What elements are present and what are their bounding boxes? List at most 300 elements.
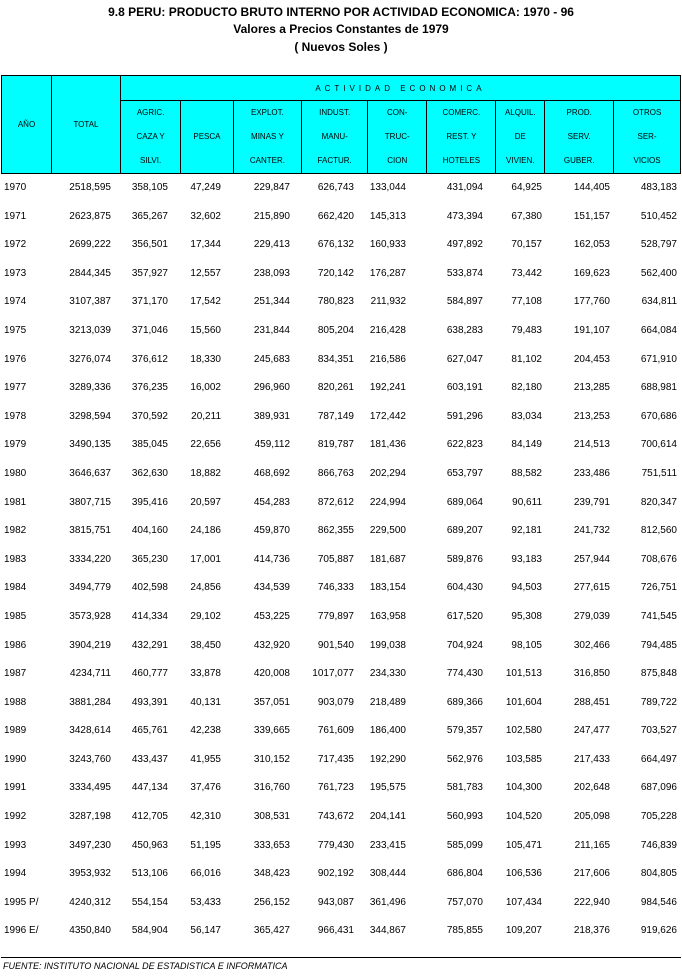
row-value: 3276,074 [69,353,111,365]
row-value: 493,391 [131,696,168,708]
table-row [1,517,681,546]
row-value: 67,380 [511,210,542,222]
row-year: 1996 E/ [4,925,39,937]
table-row [1,689,681,718]
row-value: 3573,928 [69,610,111,622]
row-year: 1994 [4,868,27,880]
row-year: 1974 [4,296,27,308]
table-row [1,431,681,460]
row-value: 414,334 [131,610,168,622]
row-value: 726,751 [640,582,677,594]
row-year: 1985 [4,610,27,622]
row-value: 431,094 [446,182,483,193]
row-value: 3298,594 [69,410,111,422]
row-value: 794,485 [640,639,677,651]
row-value: 24,856 [190,582,221,594]
header-column-line: ALQUIL. [504,108,536,117]
row-value: 172,442 [369,410,406,422]
row-value: 204,141 [369,811,406,823]
table-header [1,75,681,174]
row-value: 919,626 [640,925,677,937]
row-value: 103,585 [505,753,542,765]
row-value: 217,433 [573,753,610,765]
row-value: 3213,039 [69,324,111,336]
row-value: 316,850 [573,668,610,680]
row-value: 38,450 [190,639,221,651]
header-column-line: CAZA Y [136,132,165,141]
row-value: 376,612 [131,353,168,365]
table-row [1,546,681,575]
row-value: 84,149 [511,439,542,451]
row-value: 233,486 [573,467,610,479]
table-body [1,174,681,946]
header-column [181,101,233,174]
row-value: 812,560 [640,525,677,537]
row-value: 510,452 [640,210,677,222]
table-title: 9.8 PERU: PRODUCTO BRUTO INTERNO POR ACTIVIDAD ECONOMICA: 1970 - 96 [108,5,574,19]
header-column-line: SERV. [567,132,591,141]
row-value: 3334,495 [69,782,111,794]
row-value: 433,437 [131,753,168,765]
row-value: 234,330 [369,668,406,680]
row-value: 229,847 [253,182,290,193]
row-value: 820,261 [317,382,354,394]
row-value: 183,154 [369,582,406,594]
row-year: 1991 [4,782,27,794]
row-value: 245,683 [253,353,290,365]
row-value: 579,357 [446,725,483,737]
row-value: 296,960 [253,382,290,394]
header-column-line: CON- [387,108,408,117]
row-value: 371,170 [131,296,168,308]
row-value: 213,253 [573,410,610,422]
header-year: AÑO [2,76,52,174]
table-row [1,917,681,946]
row-value: 192,290 [369,753,406,765]
row-value: 584,897 [446,296,483,308]
row-value: 151,157 [573,210,610,222]
row-value: 385,045 [131,439,168,451]
row-value: 626,743 [317,182,354,193]
row-value: 554,154 [131,896,168,908]
row-value: 402,598 [131,582,168,594]
row-value: 214,513 [573,439,610,451]
table-row [1,174,681,203]
row-value: 205,098 [573,811,610,823]
row-value: 82,180 [511,382,542,394]
header-column-line: SER- [637,132,657,141]
header-column [233,101,302,174]
row-value: 671,910 [640,353,677,365]
row-value: 943,087 [317,896,354,908]
table-row [1,460,681,489]
header-column-line: PROD. [566,108,592,117]
row-value: 805,204 [317,324,354,336]
row-value: 761,723 [317,782,354,794]
row-value: 617,520 [446,610,483,622]
row-year: 1975 [4,324,27,336]
row-value: 216,428 [369,324,406,336]
row-value: 251,344 [253,296,290,308]
row-year: 1987 [4,668,27,680]
row-value: 365,427 [253,925,290,937]
row-value: 4240,312 [69,896,111,908]
row-value: 192,241 [369,382,406,394]
row-value: 432,291 [131,639,168,651]
row-value: 3334,220 [69,553,111,565]
row-value: 202,294 [369,467,406,479]
table-units: ( Nuevos Soles ) [294,40,388,54]
row-year: 1988 [4,696,27,708]
row-value: 450,963 [131,839,168,851]
row-value: 361,496 [369,896,406,908]
header-column-line: VIVIEN. [506,156,535,165]
row-value: 64,925 [511,182,542,193]
row-year: 1970 [4,182,27,193]
row-value: 239,791 [573,496,610,508]
row-value: 256,152 [253,896,290,908]
row-value: 2844,345 [69,267,111,279]
header-column [545,101,614,174]
row-value: 689,064 [446,496,483,508]
row-value: 94,503 [511,582,542,594]
row-value: 2623,875 [69,210,111,222]
row-value: 1017,077 [312,668,354,680]
row-value: 70,157 [511,239,542,251]
header-column-line: COMERC. [442,108,481,117]
row-value: 2518,595 [69,182,111,193]
row-value: 217,606 [573,868,610,880]
table-row [1,803,681,832]
row-year: 1986 [4,639,27,651]
row-value: 780,823 [317,296,354,308]
row-value: 213,285 [573,382,610,394]
table-row [1,489,681,518]
header-activity: ACTIVIDAD ECONOMICA [120,76,680,101]
table-row [1,603,681,632]
row-value: 358,105 [131,182,168,193]
row-value: 222,940 [573,896,610,908]
row-value: 453,225 [253,610,290,622]
row-year: 1984 [4,582,27,594]
row-value: 454,283 [253,496,290,508]
table-row [1,374,681,403]
row-value: 79,483 [511,324,542,336]
row-year: 1973 [4,267,27,279]
row-value: 37,476 [190,782,221,794]
row-value: 862,355 [317,525,354,537]
row-value: 40,131 [190,696,221,708]
row-value: 3494,779 [69,582,111,594]
row-year: 1981 [4,496,27,508]
row-value: 662,420 [317,210,354,222]
row-value: 819,787 [317,439,354,451]
row-value: 29,102 [190,610,221,622]
row-value: 584,904 [131,925,168,937]
header-column [614,101,681,174]
row-value: 622,823 [446,439,483,451]
row-value: 664,497 [640,753,677,765]
row-value: 746,333 [317,582,354,594]
row-value: 211,932 [370,296,406,308]
header-column-line [181,101,232,125]
row-value: 966,431 [317,925,354,937]
source-note: FUENTE: INSTITUTO NACIONAL DE ESTADISTICA E INFORMATICA [3,961,288,971]
row-value: 686,804 [446,868,483,880]
row-value: 459,112 [254,439,290,451]
row-value: 785,855 [446,925,483,937]
row-value: 133,044 [369,182,406,193]
row-value: 177,760 [573,296,610,308]
row-value: 497,892 [446,239,483,251]
row-value: 41,955 [190,753,221,765]
row-value: 231,844 [253,324,290,336]
row-value: 465,761 [131,725,168,737]
row-year: 1983 [4,553,27,565]
row-value: 3815,751 [69,525,111,537]
header-column [427,101,496,174]
row-year: 1971 [4,210,27,222]
row-value: 16,002 [190,382,221,394]
row-year: 1980 [4,467,27,479]
row-value: 162,053 [573,239,610,251]
row-value: 589,876 [446,553,483,565]
table-row [1,231,681,260]
row-value: 483,183 [640,182,677,193]
row-value: 160,933 [369,239,406,251]
row-value: 357,051 [253,696,290,708]
row-value: 804,805 [640,868,677,880]
row-value: 746,839 [640,839,677,851]
row-value: 689,366 [446,696,483,708]
row-value: 218,489 [369,696,406,708]
header-column-line: TRUC- [384,132,410,141]
row-value: 24,186 [190,525,221,537]
row-value: 229,413 [253,239,290,251]
row-value: 866,763 [317,467,354,479]
table-row [1,317,681,346]
row-value: 708,676 [640,553,677,565]
row-value: 638,283 [446,324,483,336]
row-value: 676,132 [317,239,354,251]
row-value: 604,430 [446,582,483,594]
row-value: 77,108 [511,296,542,308]
row-value: 224,994 [369,496,406,508]
row-value: 181,436 [369,439,406,451]
row-value: 202,648 [573,782,610,794]
header-column-line: MINAS Y [251,132,284,141]
row-value: 664,084 [640,324,677,336]
row-value: 414,736 [253,553,290,565]
row-value: 875,848 [640,668,677,680]
row-value: 774,430 [446,668,483,680]
row-value: 333,653 [253,839,290,851]
header-column-line: OTROS [632,108,662,117]
row-value: 2699,222 [69,239,111,251]
row-value: 176,287 [369,267,406,279]
row-value: 3497,230 [69,839,111,851]
row-value: 310,152 [253,753,290,765]
table-row [1,660,681,689]
row-value: 238,093 [253,267,290,279]
row-value: 779,430 [317,839,354,851]
row-value: 33,878 [190,668,221,680]
row-value: 195,575 [369,782,406,794]
row-value: 365,230 [131,553,168,565]
row-value: 670,686 [640,410,677,422]
row-value: 241,732 [573,525,610,537]
row-year: 1989 [4,725,27,737]
row-value: 81,102 [511,353,542,365]
row-year: 1982 [4,525,27,537]
row-value: 17,001 [190,553,221,565]
row-value: 3428,614 [69,725,111,737]
row-value: 603,191 [446,382,483,394]
row-value: 308,444 [369,868,406,880]
row-value: 3490,135 [69,439,111,451]
row-value: 186,400 [369,725,406,737]
table-row [1,288,681,317]
row-year: 1990 [4,753,27,765]
row-value: 700,614 [640,439,677,451]
row-value: 687,096 [640,782,677,794]
row-value: 789,722 [640,696,677,708]
row-value: 92,181 [511,525,542,537]
row-value: 984,546 [640,896,677,908]
header-column-line: CANTER. [249,156,285,165]
row-value: 105,471 [505,839,542,851]
row-value: 420,008 [253,668,290,680]
row-year: 1978 [4,410,27,422]
header-column-line: HOTELES [442,156,481,165]
row-value: 181,687 [369,553,406,565]
row-value: 591,296 [446,410,483,422]
header-column [496,101,545,174]
row-value: 901,540 [317,639,354,651]
row-value: 51,195 [190,839,221,851]
row-value: 288,451 [573,696,610,708]
header-column-line [181,149,232,173]
row-value: 247,477 [573,725,610,737]
row-value: 316,760 [253,782,290,794]
row-value: 705,887 [317,553,354,565]
row-value: 66,016 [190,868,221,880]
row-value: 365,267 [131,210,168,222]
row-value: 902,192 [317,868,354,880]
row-value: 872,612 [317,496,354,508]
row-value: 903,079 [317,696,354,708]
row-value: 460,777 [131,668,168,680]
row-value: 3107,387 [69,296,111,308]
table-row [1,774,681,803]
header-column-line: AGRIC. [136,108,165,117]
row-value: 107,434 [505,896,542,908]
header-column-line: MANU- [321,132,348,141]
row-value: 389,931 [253,410,290,422]
row-value: 93,183 [511,553,542,565]
row-year: 1972 [4,239,27,251]
row-value: 356,501 [131,239,168,251]
row-value: 370,592 [131,410,168,422]
row-value: 562,976 [446,753,483,765]
row-value: 513,106 [131,868,168,880]
row-value: 18,330 [190,353,221,365]
row-value: 88,582 [511,467,542,479]
row-value: 3904,219 [69,639,111,651]
row-value: 412,705 [131,811,168,823]
row-value: 344,867 [369,925,406,937]
row-value: 653,797 [446,467,483,479]
row-value: 95,308 [511,610,542,622]
row-value: 73,442 [511,267,542,279]
table-row [1,746,681,775]
table-row [1,632,681,661]
row-value: 528,797 [640,239,677,251]
row-value: 53,433 [190,896,221,908]
row-value: 468,692 [253,467,290,479]
row-value: 163,958 [369,610,406,622]
row-value: 834,351 [317,353,354,365]
table-row [1,260,681,289]
table-row [1,832,681,861]
row-value: 371,046 [131,324,168,336]
row-value: 101,513 [505,668,542,680]
row-value: 533,874 [446,267,483,279]
row-value: 357,927 [131,267,168,279]
row-value: 395,416 [131,496,168,508]
header-column-line: PESCA [193,132,221,141]
row-value: 191,107 [573,324,610,336]
header-column-line: REST. Y [446,132,477,141]
row-value: 308,531 [253,811,290,823]
row-value: 447,134 [131,782,168,794]
row-year: 1993 [4,839,27,851]
row-value: 12,557 [190,267,221,279]
row-value: 757,070 [446,896,483,908]
header-column [120,101,180,174]
row-value: 705,228 [640,811,677,823]
row-value: 688,981 [640,382,677,394]
row-value: 751,511 [641,467,677,479]
row-value: 459,870 [253,525,290,537]
row-value: 779,897 [317,610,354,622]
row-value: 216,586 [369,353,406,365]
row-value: 302,466 [573,639,610,651]
row-year: 1976 [4,353,27,365]
row-value: 703,527 [640,725,677,737]
row-value: 106,536 [505,868,542,880]
table-row [1,860,681,889]
row-value: 17,542 [190,296,221,308]
table-row [1,717,681,746]
table-row [1,574,681,603]
header-column-line: EXPLOT. [250,108,284,117]
row-value: 109,207 [505,925,542,937]
row-value: 560,993 [446,811,483,823]
row-value: 634,811 [641,296,677,308]
row-value: 102,580 [505,725,542,737]
row-value: 787,149 [317,410,354,422]
header-column [368,101,427,174]
row-value: 743,672 [317,811,354,823]
row-value: 90,611 [512,496,542,508]
row-value: 741,545 [640,610,677,622]
row-value: 404,160 [131,525,168,537]
row-value: 376,235 [131,382,168,394]
row-value: 277,615 [573,582,610,594]
row-value: 98,105 [511,639,542,651]
row-value: 199,038 [369,639,406,651]
